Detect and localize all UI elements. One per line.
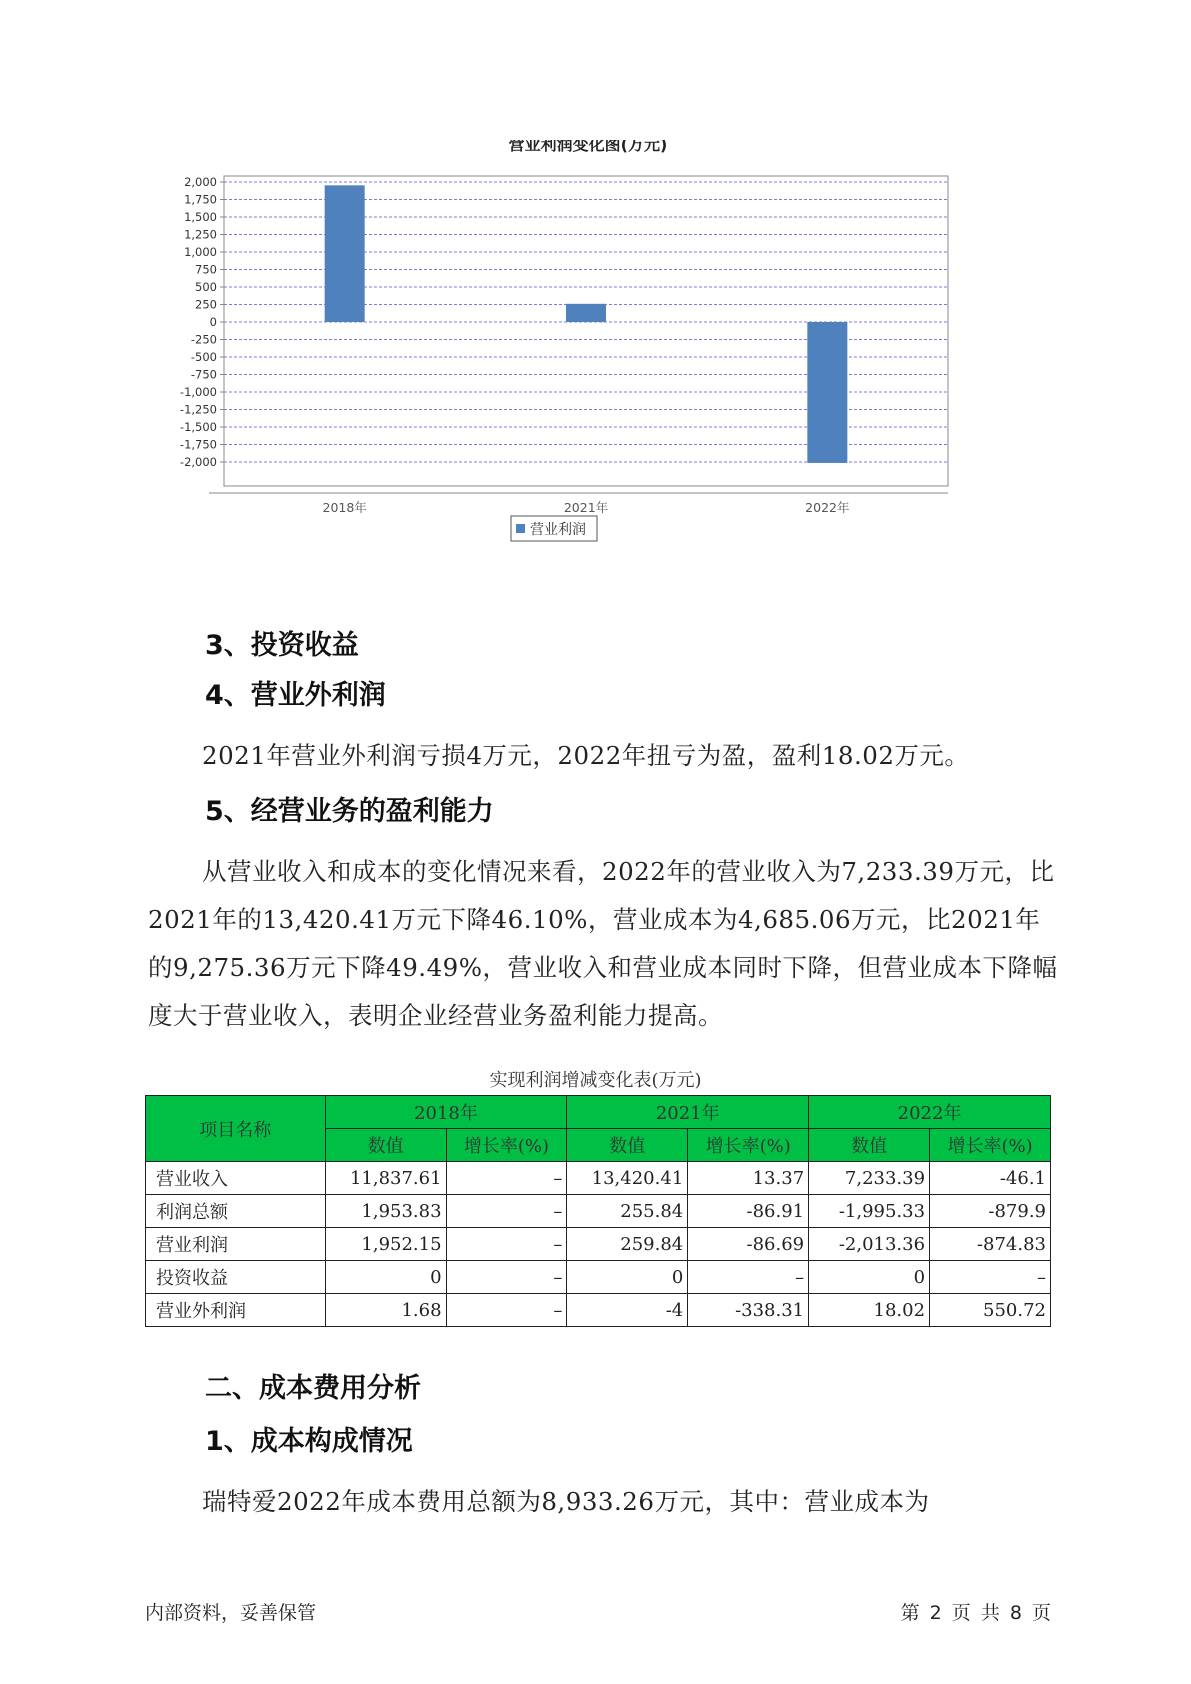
- header-item-name: 项目名称: [146, 1096, 326, 1162]
- header-value: 数值: [325, 1129, 446, 1162]
- row-name: 营业收入: [146, 1162, 326, 1195]
- chart-bars: [325, 185, 848, 463]
- section-title-profitability: 5、经营业务的盈利能力: [205, 796, 494, 827]
- x-tick-label: 2021年: [563, 500, 609, 515]
- y-tick-label: -1,500: [179, 420, 217, 434]
- cell: 259.84: [567, 1228, 688, 1261]
- y-tick-label: 250: [195, 297, 217, 312]
- row-name: 营业利润: [146, 1228, 326, 1261]
- y-tick-label: 750: [195, 262, 217, 277]
- cell: –: [446, 1195, 567, 1228]
- cell: -46.1: [930, 1162, 1051, 1195]
- table-row: [146, 1162, 1051, 1195]
- row-name: 投资收益: [146, 1261, 326, 1294]
- cell: -338.31: [688, 1294, 809, 1327]
- y-tick-label: -1,750: [179, 437, 217, 452]
- y-tick-label: -1,000: [179, 385, 217, 399]
- header-year-2021: 2021年: [567, 1096, 809, 1129]
- y-tick-label: 1,750: [184, 192, 217, 207]
- x-tick-label: 2022年: [805, 500, 850, 515]
- y-tick-label: -750: [190, 367, 217, 382]
- table-row: [146, 1228, 1051, 1261]
- cell: –: [930, 1261, 1051, 1294]
- bar: [807, 322, 847, 463]
- chart-legend: [511, 516, 597, 541]
- section-title-investment-income: 3、投资收益: [205, 630, 359, 661]
- y-tick-label: 1,000: [184, 245, 217, 259]
- cell: –: [446, 1261, 567, 1294]
- section-title-non-operating-profit: 4、营业外利润: [205, 680, 386, 711]
- bar: [325, 185, 365, 322]
- cell: –: [688, 1261, 809, 1294]
- cell: –: [446, 1294, 567, 1327]
- y-tick-label: -2,000: [179, 455, 217, 469]
- table-row: [146, 1195, 1051, 1228]
- y-tick-label: 1,250: [184, 227, 217, 242]
- chart-x-axis: [323, 500, 850, 515]
- cell: -874.83: [930, 1228, 1051, 1261]
- cell: 1.68: [325, 1294, 446, 1327]
- bar: [566, 304, 606, 322]
- y-tick-label: -1,250: [179, 402, 217, 417]
- cell: -1,995.33: [809, 1195, 930, 1228]
- non-operating-profit-text: 2021年营业外利润亏损4万元，2022年扭亏为盈，盈利18.02万元。: [202, 741, 970, 770]
- operating-profit-chart: [150, 140, 1030, 590]
- table-row: [146, 1294, 1051, 1327]
- cell: –: [446, 1162, 567, 1195]
- y-tick-label: 2,000: [184, 175, 217, 189]
- table-title: 实现利润增减变化表(万元): [489, 1070, 702, 1091]
- row-name: 利润总额: [146, 1195, 326, 1228]
- cell: 1,952.15: [325, 1228, 446, 1261]
- chart-svg: [150, 140, 1030, 590]
- cell: 1,953.83: [325, 1195, 446, 1228]
- chart-title: 营业利润变化图(万元): [508, 140, 668, 154]
- header-year-2018: 2018年: [325, 1096, 567, 1129]
- header-growth-rate: 增长率(%): [446, 1129, 567, 1162]
- y-tick-label: 1,500: [184, 210, 217, 224]
- legend-label: 营业利润: [530, 522, 586, 538]
- header-growth-rate: 增长率(%): [688, 1129, 809, 1162]
- profit-change-table: [145, 1095, 1051, 1327]
- legend-swatch: [516, 524, 525, 533]
- y-tick-label: 500: [195, 280, 217, 294]
- cell: -86.69: [688, 1228, 809, 1261]
- cell: 0: [567, 1261, 688, 1294]
- cost-composition-text: 瑞特爱2022年成本费用总额为8,933.26万元，其中：营业成本为: [202, 1487, 930, 1516]
- x-tick-label: 2018年: [322, 500, 367, 515]
- header-value: 数值: [809, 1129, 930, 1162]
- cell: –: [446, 1228, 567, 1261]
- y-tick-label: -250: [190, 332, 217, 347]
- chart-y-axis: [180, 175, 224, 469]
- header-growth-rate: 增长率(%): [930, 1129, 1051, 1162]
- footer-confidential-note: 内部资料，妥善保管: [145, 1602, 317, 1624]
- cell: 18.02: [809, 1294, 930, 1327]
- section-title-cost-composition: 1、成本构成情况: [205, 1426, 413, 1457]
- profitability-text: 从营业收入和成本的变化情况来看，2022年的营业收入为7,233.39万元，比2021年的13,420.41万元下降46.10%，营业成本为4,685.06万元，比2021年的9,275.36万元下降49.49%，营业收入和营业成本同时下降，但营业成本下降幅度大于营业收入，表明企业经营业务盈利能力提高。: [148, 857, 1058, 1030]
- cell: -4: [567, 1294, 688, 1327]
- cell: -2,013.36: [809, 1228, 930, 1261]
- row-name: 营业外利润: [146, 1294, 326, 1327]
- y-tick-label: -500: [190, 350, 217, 364]
- y-tick-label: 0: [209, 315, 217, 329]
- cell: 7,233.39: [809, 1162, 930, 1195]
- table-row: [146, 1261, 1051, 1294]
- cell: 11,837.61: [325, 1162, 446, 1195]
- cell: 13,420.41: [567, 1162, 688, 1195]
- header-value: 数值: [567, 1129, 688, 1162]
- header-year-2022: 2022年: [809, 1096, 1051, 1129]
- cell: 13.37: [688, 1162, 809, 1195]
- cell: -86.91: [688, 1195, 809, 1228]
- part2-title-cost-analysis: 二、成本费用分析: [205, 1373, 421, 1404]
- cell: -879.9: [930, 1195, 1051, 1228]
- cell: 0: [809, 1261, 930, 1294]
- cell: 0: [325, 1261, 446, 1294]
- footer-page-number: 第 2 页 共 8 页: [900, 1602, 1051, 1624]
- cell: 255.84: [567, 1195, 688, 1228]
- cell: 550.72: [930, 1294, 1051, 1327]
